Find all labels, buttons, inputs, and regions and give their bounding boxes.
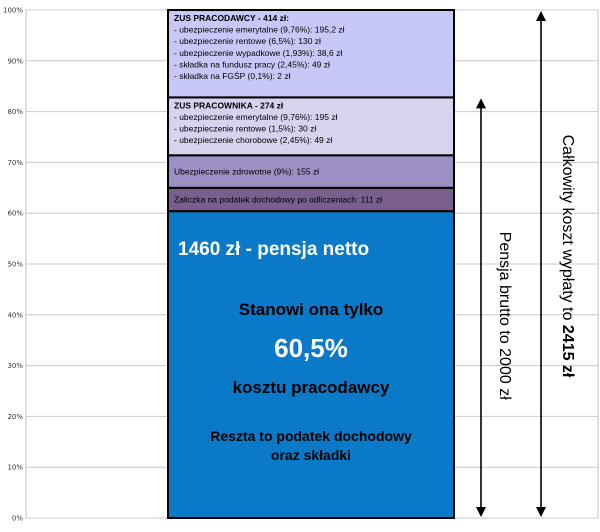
y-axis-ticks	[3, 7, 23, 523]
y-tick-label: 70%	[7, 158, 23, 167]
y-tick-label: 40%	[7, 311, 23, 320]
stacked-bar	[168, 10, 454, 518]
share-text: kosztu pracodawcy	[232, 378, 390, 398]
segment-line: Ubezpieczenie zdrowotne (9%): 155 zł	[174, 166, 320, 177]
remainder-text: oraz składki	[270, 447, 352, 464]
y-tick-label: 30%	[7, 362, 23, 371]
segment-line: - ubezpieczenie emerytalne (9,76%): 195 zł	[174, 111, 338, 122]
total-cost-label: Całkowity koszt wypłaty to 2415 zł	[559, 134, 576, 378]
y-tick-label: 60%	[7, 209, 23, 218]
segment-line: - ubezpieczenie wypadkowe (1,93%): 38,6 zł	[174, 47, 343, 58]
share-percent: 60,5%	[274, 333, 348, 364]
y-tick-label: 100%	[2, 6, 23, 15]
segment-line: - ubezpieczenie rentowe (1,5%): 30 zł	[174, 123, 317, 134]
y-tick-label: 50%	[7, 260, 23, 269]
y-tick-label: 20%	[7, 412, 23, 421]
share-text: Stanowi ona tylko	[238, 300, 384, 320]
segment-line: Zaliczka na podatek dochodowy po odliczeniach: 111 zł	[174, 194, 383, 205]
y-tick-label: 0%	[11, 514, 23, 523]
net-salary-label: 1460 zł - pensja netto	[178, 239, 370, 261]
segment-line: - ubezpieczenie chorobowe (2,45%): 49 zł	[174, 135, 333, 146]
segment-title: ZUS PRACOWNIKA - 274 zł	[174, 100, 284, 111]
segment-line: - ubezpieczenie emerytalne (9,76%): 195,2 zł	[174, 24, 345, 35]
y-tick-label: 90%	[7, 57, 23, 66]
segment-line: - składka na fundusz pracy (2,45%): 49 zł	[174, 59, 330, 70]
segment-line: - ubezpieczenie rentowe (6,5%): 130 zł	[174, 36, 321, 47]
remainder-text: Reszta to podatek dochodowy	[210, 428, 412, 445]
y-tick-label: 80%	[7, 108, 23, 117]
segment-line: - składka na FGŚP (0,1%): 2 zł	[174, 71, 291, 81]
gross-salary-label: Pensja brutto to 2000 zł	[496, 231, 513, 400]
y-tick-label: 10%	[7, 463, 23, 472]
segment-title: ZUS PRACODAWCY - 414 zł:	[174, 13, 290, 23]
